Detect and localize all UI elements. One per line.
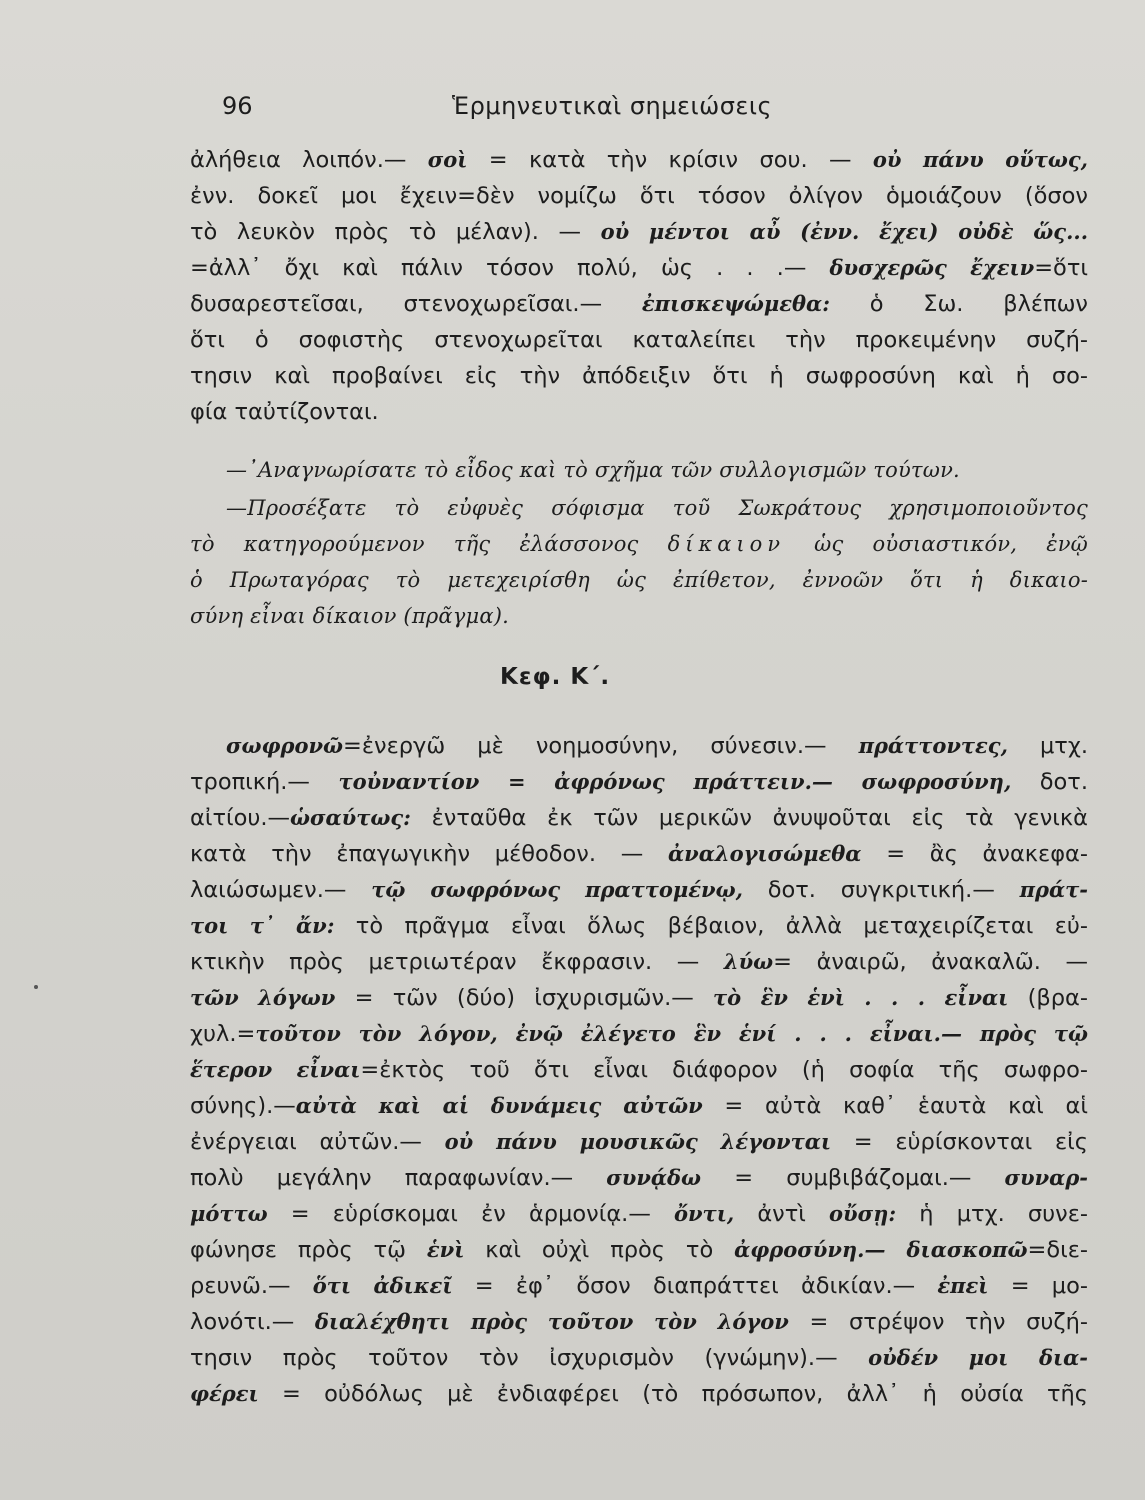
chapter-heading: Κεφ. Κ΄.	[500, 664, 611, 690]
question-1: —᾿Αναγνωρίσατε τὸ εἶδος καὶ τὸ σχῆμα τῶν συλλογισμῶν τούτων.	[226, 458, 960, 482]
text-line: λαιώσωμεν.— τῷ σωφρόνως πραττομένῳ, δοτ. συγκριτική.— πράτ-	[190, 877, 1088, 903]
text-line: τῶν λόγων = τῶν (δύο) ἰσχυρισμῶν.— τὸ ἓν ἑνὶ . . . εἶναι (βρα-	[190, 985, 1088, 1011]
text-line: τησιν καὶ προβαίνει εἰς τὴν ἀπόδειξιν ὅτι ἡ σωφροσύνη καὶ ἡ σο-	[190, 363, 1088, 389]
question-2-line: τὸ κατηγορούμενον τῆς ἐλάσσονος δίκαιον ὡς οὐσιαστικόν, ἐνῷ	[190, 532, 1088, 556]
text-line: τροπική.— τοὐναντίον = ἀφρόνως πράττειν.— σωφροσύνη, δοτ.	[190, 769, 1088, 795]
text-line: σωφρονῶ=ἐνεργῶ μὲ νοημοσύνην, σύνεσιν.— πράττοντες, μτχ.	[226, 733, 1088, 759]
text-line: κατὰ τὴν ἐπαγωγικὴν μέθοδον. — ἀναλογισώμεθα = ἂς ἀνακεφα-	[190, 841, 1088, 867]
text-line: φέρει = οὐδόλως μὲ ἐνδιαφέρει (τὸ πρόσωπον, ἀλλ᾽ ἡ οὐσία τῆς	[190, 1381, 1088, 1407]
text-line: σύνης).—αὐτὰ καὶ αἱ δυνάμεις αὐτῶν = αὐτὰ καθ᾽ ἑαυτὰ καὶ αἱ	[190, 1093, 1088, 1119]
text-line: τοι τ᾽ ἄν: τὸ πρᾶγμα εἶναι ὅλως βέβαιον, ἀλλὰ μεταχειρίζεται εὐ-	[190, 913, 1088, 939]
text-line: χυλ.=τοῦτον τὸν λόγον, ἐνῷ ἐλέγετο ἓν ἑνί . . . εἶναι.— πρὸς τῷ	[190, 1021, 1088, 1047]
text-line: τὸ λευκὸν πρὸς τὸ μέλαν). — οὐ μέντοι αὖ (ἐνν. ἔχει) οὐδὲ ὥς...	[190, 219, 1088, 245]
paragraph-glossary-1	[190, 142, 1088, 430]
text-line: =ἀλλ᾽ ὄχι καὶ πάλιν τόσον πολύ, ὡς . . .— δυσχερῶς ἔχειν=ὅτι	[190, 255, 1088, 281]
text-line: πολὺ μεγάλην παραφωνίαν.— συνᾴδω = συμβιβάζομαι.— συναρ-	[190, 1165, 1088, 1191]
text-line: μόττω = εὑρίσκομαι ἐν ἁρμονίᾳ.— ὄντι, ἀντὶ οὔσῃ: ἡ μτχ. συνε-	[190, 1201, 1089, 1227]
margin-mark	[34, 985, 38, 989]
text-line: ρευνῶ.— ὅτι ἀδικεῖ = ἐφ᾽ ὅσον διαπράττει ἀδικίαν.— ἐπεὶ = μο-	[190, 1273, 1088, 1299]
text-line: ἀλήθεια λοιπόν.— σοὶ = κατὰ τὴν κρίσιν σου. — οὐ πάνυ οὕτως,	[190, 147, 1088, 173]
page-number: 96	[222, 92, 253, 120]
text-line: λονότι.— διαλέχθητι πρὸς τοῦτον τὸν λόγον = στρέψον τὴν συζή-	[190, 1309, 1088, 1335]
page-header	[220, 86, 1100, 126]
text-line: ἐνέργειαι αὐτῶν.— οὐ πάνυ μουσικῶς λέγονται = εὑρίσκονται εἰς	[190, 1129, 1089, 1155]
text-line: ἐνν. δοκεῖ μοι ἔχειν=δὲν νομίζω ὅτι τόσον ὀλίγον ὁμοιάζουν (ὅσον	[190, 183, 1088, 209]
study-questions	[190, 452, 1088, 634]
text-line: κτικὴν πρὸς μετριωτέραν ἔκφρασιν. — λύω= ἀναιρῶ, ἀνακαλῶ. —	[190, 949, 1088, 975]
running-title: Ἑρμηνευτικαὶ σημειώσεις	[452, 92, 773, 120]
text-line: φώνησε πρὸς τῷ ἑνὶ καὶ οὐχὶ πρὸς τὸ ἀφροσύνη.— διασκοπῶ=διε-	[190, 1237, 1088, 1263]
paragraph-glossary-2	[190, 728, 1088, 1412]
text-line: ἕτερον εἶναι=ἐκτὸς τοῦ ὅτι εἶναι διάφορον (ἡ σοφία τῆς σωφρο-	[190, 1057, 1088, 1083]
question-2-line: —Προσέξατε τὸ εὐφυὲς σόφισμα τοῦ Σωκράτους χρησιμοποιοῦντος	[226, 496, 1088, 520]
text-line: φία ταὐτίζονται.	[190, 399, 379, 425]
text-line: ὅτι ὁ σοφιστὴς στενοχωρεῖται καταλείπει τὴν προκειμένην συζή-	[190, 327, 1088, 353]
question-2-line: ὁ Πρωταγόρας τὸ μετεχειρίσθη ὡς ἐπίθετον, ἐννοῶν ὅτι ἡ δικαιο-	[190, 568, 1088, 592]
text-line: δυσαρεστεῖσαι, στενοχωρεῖσαι.— ἐπισκεψώμεθα: ὁ Σω. βλέπων	[190, 291, 1088, 317]
text-line: αἰτίου.—ὡσαύτως: ἐνταῦθα ἐκ τῶν μερικῶν ἀνυψοῦται εἰς τὰ γενικὰ	[190, 805, 1088, 831]
question-2-line: σύνη εἶναι δίκαιον (πρᾶγμα).	[190, 604, 510, 628]
text-line: τησιν πρὸς τοῦτον τὸν ἰσχυρισμὸν (γνώμην).— οὐδέν μοι δια-	[190, 1345, 1088, 1371]
